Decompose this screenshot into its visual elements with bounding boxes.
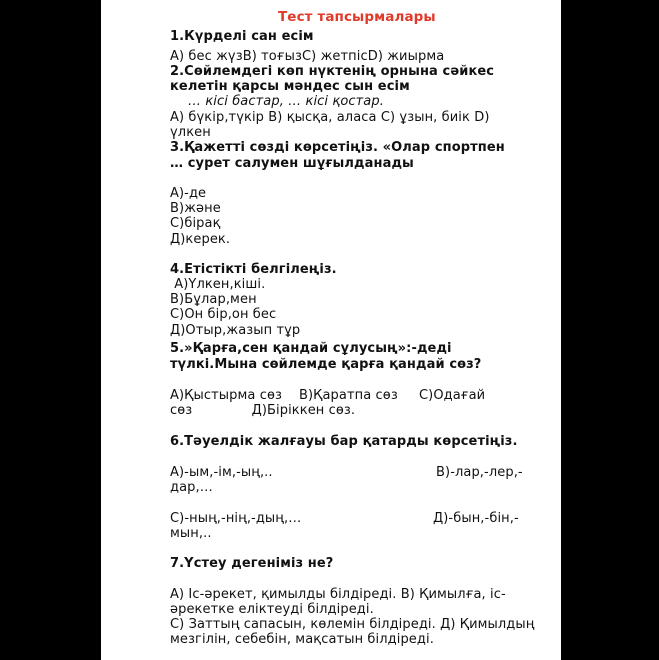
question-2-options-line-2: үлкен [170, 125, 211, 140]
question-3-line-2: … сурет салумен шұғылданады [170, 156, 414, 171]
question-4: 4.Етістікті белгілеңіз. [170, 262, 337, 277]
question-5-options-line-2: сөз Д)Біріккен сөз. [170, 403, 356, 418]
question-4-option-b: В)Бұлар,мен [170, 292, 257, 307]
question-7: 7.Үстеу дегеніміз не? [170, 556, 334, 571]
question-4-option-c: С)Он бір,он бес [170, 307, 277, 322]
question-6-option-c-line-1: С)-ның,-нің,-дың,… [170, 511, 302, 526]
question-6-option-b-line-1: В)-лар,-лер,- [436, 465, 523, 480]
question-2-options-line-1: А) бүкір,түкір В) қысқа, аласа С) ұзын, биік D) [170, 110, 490, 125]
question-7-line-3: С) Заттың сапасын, көлемін білдіреді. Д) Қимылдың [170, 617, 535, 632]
question-6: 6.Тәуелдік жалғауы бар қатарды көрсетіңіз. [170, 434, 518, 449]
question-1: 1.Күрделі сан есім [170, 29, 314, 44]
question-3-option-b: В)және [170, 201, 221, 216]
document-page [101, 0, 561, 660]
page-title: Тест тапсырмалары [278, 9, 436, 25]
question-6-option-c-line-2: мын,.. [170, 526, 212, 541]
question-2-example: … кісі бастар, … кісі қостар. [188, 94, 384, 109]
question-3-option-a: А)-де [170, 186, 207, 201]
question-5-line-1: 5.»Қарға,сен қандай сұлусың»:-деді [170, 341, 452, 356]
question-3-option-d: Д)керек. [170, 232, 231, 247]
question-3-line-1: 3.Қажетті сөзді көрсетіңіз. «Олар спортпен [170, 140, 505, 155]
question-4-option-d: Д)Отыр,жазып тұр [170, 323, 301, 338]
question-3-option-c: С)бірақ [170, 216, 221, 231]
question-2-line-1: 2.Сөйлемдегі көп нүктенің орнына сәйкес [170, 64, 495, 79]
question-7-line-1: А) Іс-әрекет, қимылды білдіреді. В) Қимылға, іс- [170, 587, 506, 602]
question-7-line-4: мезгілін, себебін, мақсатын білдіреді. [170, 632, 434, 647]
question-2-line-2: келетін қарсы мәндес сын есім [170, 79, 410, 94]
question-1-options: А) бес жүзВ) тоғызС) жетпісD) жиырма [170, 49, 445, 64]
question-6-option-d: Д)-бын,-бін,- [433, 511, 519, 526]
question-5-line-2: түлкі.Мына сөйлемде қарға қандай сөз? [170, 357, 482, 372]
question-5-options-line-1: А)Қыстырма сөз В)Қаратпа сөз С)Одағай [170, 388, 486, 403]
question-4-option-a: А)Үлкен,кіші. [170, 277, 266, 292]
question-7-line-2: әрекетке еліктеуді білдіреді. [170, 602, 374, 617]
question-6-option-b-line-2: дар,… [170, 480, 213, 495]
question-6-option-a: А)-ым,-ім,-ың,.. [170, 465, 273, 480]
